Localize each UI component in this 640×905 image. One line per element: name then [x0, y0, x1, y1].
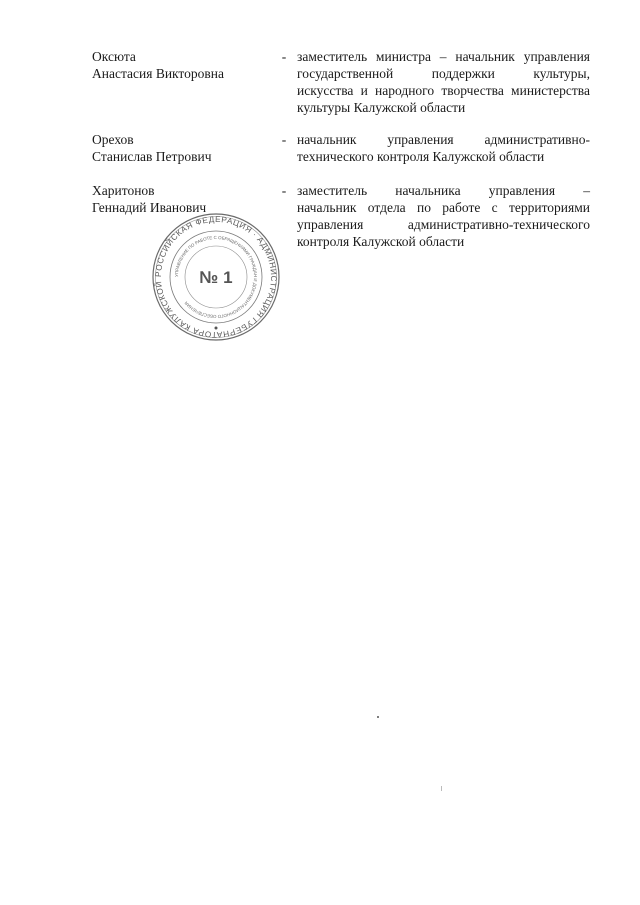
position-description — [297, 48, 590, 116]
person-name — [92, 182, 272, 216]
surname: Харитонов — [92, 183, 155, 198]
seal-inner-text: УПРАВЛЕНИЕ ПО РАБОТЕ С ОБРАЩЕНИЯМИ ГРАЖДАН И ДОКУМЕНТАЦИОННОГО ОБЕСПЕЧЕНИЯ — [173, 234, 259, 320]
position-line: культуры Калужской области — [297, 100, 466, 115]
dash-separator: - — [281, 183, 287, 198]
person-name — [92, 48, 272, 82]
position-line: контроля Калужской области — [297, 234, 465, 249]
dash-separator: - — [281, 49, 287, 64]
position-line: управления административно-технического — [297, 217, 590, 232]
official-seal-stamp — [151, 212, 281, 342]
position-line: искусства и народного творчества министерства — [297, 83, 590, 98]
position-line: технического контроля Калужской области — [297, 149, 545, 164]
given-names: Станислав Петрович — [92, 149, 212, 164]
position-line: заместитель министра – начальник управления — [297, 49, 590, 64]
given-names: Анастасия Викторовна — [92, 66, 224, 81]
given-names: Геннадий Иванович — [92, 200, 207, 215]
seal-icon — [151, 212, 281, 342]
position-line: начальник отдела по работе с территориями — [297, 200, 590, 215]
position-line: заместитель начальника управления – — [297, 183, 590, 198]
surname: Орехов — [92, 132, 134, 147]
scan-mark — [441, 786, 442, 791]
dash-separator: - — [281, 132, 287, 147]
scan-speck — [377, 716, 379, 718]
position-description — [297, 131, 590, 165]
position-line: государственной поддержки культуры, — [297, 66, 590, 81]
position-line: начальник управления административно- — [297, 132, 590, 147]
person-name — [92, 131, 272, 165]
position-description — [297, 182, 590, 250]
seal-center-text: № 1 — [199, 268, 233, 287]
seal-outer-text: РОССИЙСКАЯ ФЕДЕРАЦИЯ · АДМИНИСТРАЦИЯ ГУБЕРНАТОРА КАЛУЖСКОЙ — [153, 214, 279, 340]
surname: Оксюта — [92, 49, 136, 64]
